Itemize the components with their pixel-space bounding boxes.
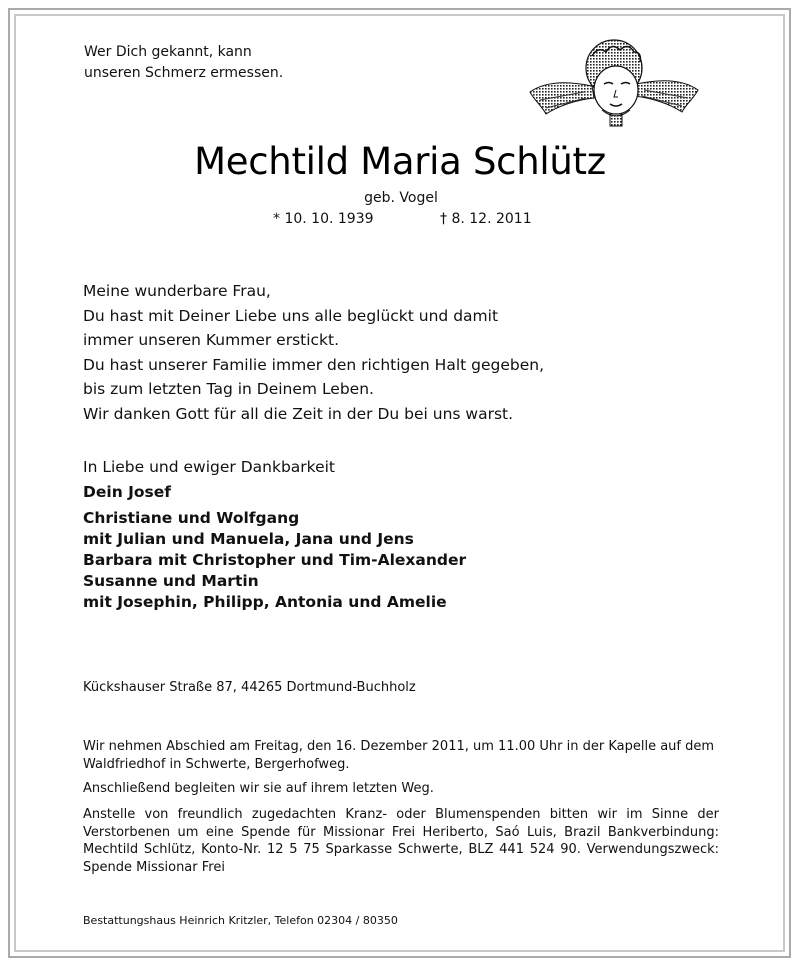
signer-name: Dein Josef	[83, 483, 172, 501]
poem	[83, 279, 544, 426]
birth-name	[0, 190, 800, 206]
family-member-line: mit Josephin, Philipp, Antonia und Amelie	[83, 593, 447, 611]
family-member-line: Christiane und Wolfgang	[83, 509, 300, 527]
birth-date: * 10. 10. 1939	[273, 211, 374, 227]
funeral-home-footer: Bestattungshaus Heinrich Kritzler, Telefon 02304 / 80350	[83, 914, 398, 927]
cherub-angel-icon	[524, 34, 704, 134]
motto-line: unseren Schmerz ermessen.	[84, 65, 284, 81]
motto	[84, 42, 283, 84]
donation-request-text: Anstelle von freundlich zugedachten Kranz- oder Blumenspenden bitten wir im Sinne der Verstorbenen um eine Spende für Missionar Frei Heriberto, Saó Luis, Brazil Bankverbindung: Mechtild Schlütz, Konto-Nr. 12 5 75 Sparkasse Schwerte, BLZ 441 524 90. Verwendungszweck: Spende Missionar Frei	[83, 807, 719, 875]
family-member-line: mit Julian und Manuela, Jana und Jens	[83, 530, 414, 548]
motto-line: Wer Dich gekannt, kann	[84, 44, 252, 60]
poem-line: bis zum letzten Tag in Deinem Leben.	[83, 380, 374, 398]
deceased-name: Mechtild Maria Schlütz	[194, 140, 606, 183]
poem-line: Du hast mit Deiner Liebe uns alle beglückt und damit	[83, 306, 499, 325]
family-member-line: Susanne und Martin	[83, 572, 259, 590]
poem-line: Du hast unserer Familie immer den richtigen Halt gegeben,	[83, 355, 545, 374]
poem-line: Wir danken Gott für all die Zeit in der Du bei uns warst.	[83, 404, 514, 423]
mourning-address: Kückshauser Straße 87, 44265 Dortmund-Buchholz	[83, 680, 416, 695]
poem-line: Meine wunderbare Frau,	[83, 282, 271, 300]
poem-line: immer unseren Kummer erstickt.	[83, 331, 340, 349]
family-list	[83, 508, 466, 613]
family-member-line: Barbara mit Christopher und Tim-Alexander	[83, 551, 467, 569]
funeral-farewell-text: Wir nehmen Abschied am Freitag, den 16. Dezember 2011, um 11.00 Uhr in der Kapelle auf dem Waldfriedhof in Schwerte, Bergerhofweg.	[83, 739, 715, 772]
death-date: † 8. 12. 2011	[440, 211, 532, 227]
funeral-accompany-text: Anschließend begleiten wir sie auf ihrem letzten Weg.	[83, 781, 434, 796]
birth-name-text: geb. Vogel	[364, 190, 438, 206]
thanks-line: In Liebe und ewiger Dankbarkeit	[83, 458, 335, 476]
